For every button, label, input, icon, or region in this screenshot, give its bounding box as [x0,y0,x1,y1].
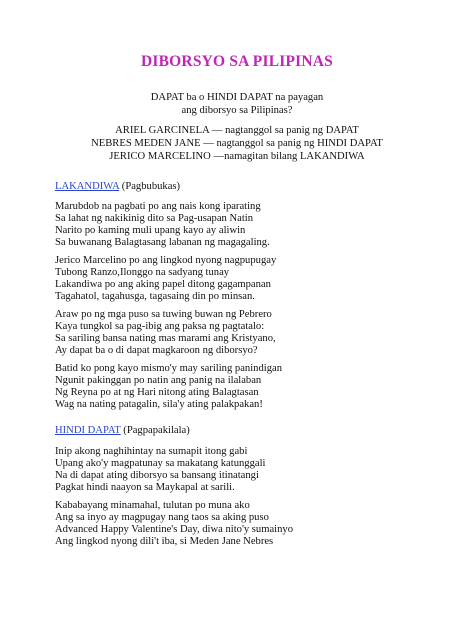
verse-line: Ang sa inyo ay magpugay nang taos sa aking puso [55,511,269,523]
section-heading-hindi-dapat [55,425,190,436]
verse-line: Jerico Marcelino po ang lingkod nyong nagpupugay [55,255,277,266]
question-line: ang diborsyo sa Pilipinas? [181,104,293,116]
stanza [55,201,270,249]
participants-list [0,125,474,163]
stanza [55,363,282,411]
verse-line: Wag na nating patagalin, sila'y ating palakpakan! [55,398,263,410]
verse-line: Tagahatol, tagahusga, tagasaing din po minsan. [55,290,255,302]
verse-line: Upang ako'y magpatunay sa makatang katunggali [55,457,266,469]
verse-line: Narito po kaming muli upang kayo ay aliwin [55,224,246,236]
verse-line: Kaya tungkol sa pag-ibig ang paksa ng pagtatalo: [55,320,265,332]
verse-line: Inip akong naghihintay na sumapit itong gabi [55,446,248,457]
participant-line: NEBRES MEDEN JANE — nagtanggol sa panig ng HINDI DAPAT [91,137,383,149]
section-note: (Pagbubukas) [119,181,181,192]
participant-line: JERICO MARCELINO —namagitan bilang LAKANDIWA [109,150,365,162]
verse-line: Batid ko pong kayo mismo'y may sariling panindigan [55,363,283,374]
section-heading-lakandiwa [55,181,180,192]
debate-question [0,92,474,118]
verse-line: Ay dapat ba o di dapat magkaroon ng diborsyo? [55,344,258,356]
stanza [55,309,276,357]
question-line: DAPAT ba o HINDI DAPAT na payagan [150,92,324,103]
hindi-dapat-link[interactable]: HINDI DAPAT [55,425,121,436]
verse-line: Marubdob na pagbati po ang nais kong iparating [55,201,261,212]
verse-line: Araw po ng mga puso sa tuwing buwan ng Pebrero [55,309,272,320]
verse-line: Sa buwanang Balagtasang labanan ng magagaling. [55,236,270,248]
verse-line: Ng Reyna po at ng Hari nitong ating Balagtasan [55,386,259,398]
stanza [55,500,293,548]
section-note: (Pagpapakilala) [120,425,190,436]
verse-line: Kababayang minamahal, tulutan po muna ako [55,500,250,511]
document-title: DIBORSYO SA PILIPINAS [141,53,333,70]
verse-line: Na di dapat ating diborsyo sa bansang itinatangi [55,469,259,481]
verse-line: Ang lingkod nyong dili't iba, si Meden Jane Nebres [55,535,274,547]
verse-line: Ngunit pakinggan po natin ang panig na ilalaban [55,374,262,386]
verse-line: Pagkat hindi naayon sa Maykapal at sarili. [55,481,235,493]
verse-line: Advanced Happy Valentine's Day, diwa nito'y sumainyo [55,523,294,535]
stanza [55,446,265,494]
verse-line: Lakandiwa po ang aking papel ditong gagampanan [55,278,271,290]
lakandiwa-link[interactable]: LAKANDIWA [55,181,120,192]
stanza [55,255,276,303]
verse-line: Sa lahat ng nakikinig dito sa Pag-usapan Natin [55,212,254,224]
verse-line: Sa sariling bansa nating mas marami ang Kristyano, [55,332,276,344]
verse-line: Tubong Ranzo,Ilonggo na sadyang tunay [55,266,230,278]
participant-line: ARIEL GARCINELA — nagtanggol sa panig ng DAPAT [115,125,359,136]
